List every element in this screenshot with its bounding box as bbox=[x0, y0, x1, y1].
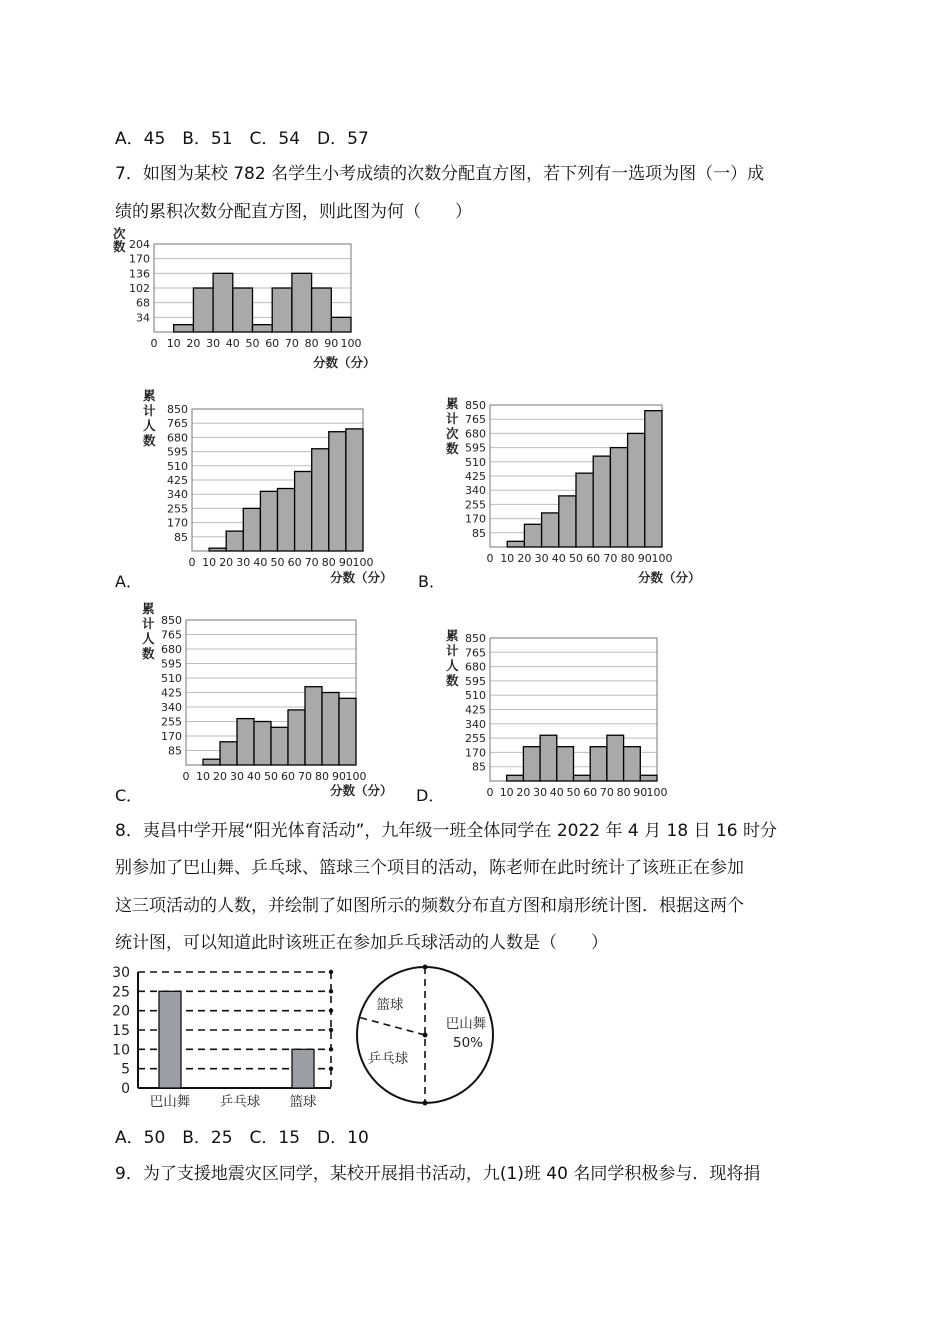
y-tick-label: 170 bbox=[167, 516, 188, 530]
histogram-bar bbox=[346, 429, 363, 551]
histogram-bar bbox=[292, 1049, 314, 1088]
q8-line-3: 这三项活动的人数，并绘制了如图所示的频数分布直方图和扇形统计图．根据这两个 bbox=[115, 896, 744, 916]
x-tick-label: 10 bbox=[500, 552, 515, 565]
x-tick-label: 70 bbox=[284, 337, 299, 350]
x-tick-label: 60 bbox=[583, 786, 598, 799]
y-tick-label: 765 bbox=[161, 628, 182, 642]
histogram-bar bbox=[640, 775, 657, 781]
pie-dot bbox=[423, 965, 428, 970]
y-tick-label: 510 bbox=[161, 672, 182, 685]
histogram-bar bbox=[331, 317, 351, 332]
histogram-bar bbox=[278, 489, 295, 551]
category-label: 乒乓球 bbox=[219, 1094, 261, 1110]
histogram-bar bbox=[193, 288, 213, 332]
y-axis-label-char: 累 bbox=[446, 396, 459, 411]
histogram-bar bbox=[271, 727, 288, 765]
x-tick-label: 10 bbox=[166, 337, 181, 350]
option-a-label: A． bbox=[115, 572, 142, 591]
y-tick-label: 85 bbox=[472, 760, 486, 774]
y-tick-label: 510 bbox=[167, 459, 188, 473]
histogram-bar bbox=[305, 687, 322, 765]
y-tick-label: 425 bbox=[465, 703, 486, 717]
x-tick-label: 0 bbox=[486, 552, 494, 565]
x-tick-label: 60 bbox=[265, 337, 280, 350]
histogram-bar bbox=[339, 698, 356, 765]
y-tick-label: 765 bbox=[167, 417, 188, 431]
x-tick-label: 90 bbox=[637, 552, 652, 565]
y-tick-label: 850 bbox=[161, 614, 182, 627]
histogram-bar bbox=[237, 719, 254, 765]
histogram-bar bbox=[213, 273, 233, 332]
histogram-bar bbox=[322, 693, 339, 766]
pie-slice-label: 乒乓球 bbox=[367, 1051, 409, 1067]
q7-line-2: 绩的累积次数分配直方图，则此图为何（ ） bbox=[115, 202, 472, 222]
x-tick-label: 100 bbox=[345, 770, 367, 783]
y-tick-label: 680 bbox=[465, 660, 486, 674]
y-tick-label: 340 bbox=[161, 701, 182, 714]
y-tick-label: 255 bbox=[161, 715, 182, 729]
histogram-bar bbox=[312, 288, 332, 332]
x-axis-label: 分数（分） bbox=[638, 570, 701, 585]
histogram-bar bbox=[174, 325, 194, 332]
y-tick-label: 850 bbox=[465, 632, 486, 645]
histogram-bar bbox=[557, 747, 574, 781]
y-tick-label: 170 bbox=[465, 746, 486, 760]
q8-frequency-histogram bbox=[108, 960, 348, 1115]
y-axis-label-char: 数 bbox=[446, 673, 459, 688]
x-tick-label: 0 bbox=[182, 770, 190, 783]
option-c-label: C． bbox=[115, 786, 143, 805]
y-tick-label: 510 bbox=[465, 455, 486, 469]
y-axis-label-char: 人 bbox=[142, 631, 155, 646]
histogram-bar bbox=[559, 496, 576, 547]
option-d-label: D． bbox=[416, 786, 445, 805]
q9-line-1: 9．为了支援地震灾区同学，某校开展捐书活动，九(1)班 40 名同学积极参与．现将捐 bbox=[115, 1164, 761, 1184]
y-axis-label-char: 累 bbox=[143, 388, 156, 403]
histogram-bar bbox=[329, 432, 346, 551]
x-tick-label: 20 bbox=[186, 337, 201, 350]
histogram-bar bbox=[203, 759, 220, 765]
y-axis-label-char: 数 bbox=[446, 441, 459, 456]
x-tick-label: 20 bbox=[517, 552, 532, 565]
x-tick-label: 50 bbox=[270, 556, 285, 569]
x-axis-label: 分数（分） bbox=[330, 783, 393, 798]
y-tick-label: 595 bbox=[465, 674, 486, 688]
y-tick-label: 340 bbox=[465, 484, 486, 498]
q8-options: A．50 B．25 C．15 D．10 bbox=[115, 1128, 369, 1148]
histogram-bar bbox=[243, 508, 260, 551]
y-tick-label: 15 bbox=[112, 1023, 130, 1039]
q8-line-4: 统计图，可以知道此时该班正在参加乒乓球活动的人数是（ ） bbox=[115, 933, 608, 953]
x-tick-label: 90 bbox=[332, 770, 346, 783]
y-tick-label: 170 bbox=[129, 252, 150, 266]
histogram-bar bbox=[260, 491, 277, 551]
x-tick-label: 40 bbox=[225, 337, 240, 350]
q8-line-1: 8．夷昌中学开展“阳光体育活动”，九年级一班全体同学在 2022 年 4 月 18 日 16 时分 bbox=[115, 821, 778, 841]
y-tick-label: 425 bbox=[465, 470, 486, 483]
x-axis-label: 分数（分） bbox=[313, 355, 376, 370]
histogram-bar bbox=[292, 273, 312, 332]
x-tick-label: 50 bbox=[264, 770, 278, 783]
y-tick-label: 850 bbox=[465, 399, 486, 412]
q8-pie-chart bbox=[350, 962, 500, 1112]
y-axis-label-char: 计 bbox=[446, 643, 459, 658]
y-tick-label: 30 bbox=[112, 965, 130, 981]
y-axis-label-char: 数 bbox=[142, 646, 155, 661]
y-tick-label: 255 bbox=[167, 502, 188, 516]
histogram-bar bbox=[610, 448, 627, 547]
y-axis-label-char: 计 bbox=[142, 616, 155, 631]
histogram-bar bbox=[220, 742, 237, 765]
histogram-bar bbox=[159, 991, 181, 1088]
histogram-bar bbox=[507, 775, 524, 781]
histogram-bar bbox=[272, 288, 292, 332]
y-axis-label-char: 人 bbox=[143, 418, 156, 433]
x-tick-label: 20 bbox=[213, 770, 227, 783]
histogram-bar bbox=[209, 548, 226, 551]
y-axis-label-char: 计 bbox=[446, 411, 459, 426]
x-tick-label: 100 bbox=[352, 556, 374, 569]
y-tick-label: 85 bbox=[168, 744, 182, 758]
x-tick-label: 60 bbox=[287, 556, 302, 569]
histogram-bar bbox=[593, 456, 610, 547]
x-tick-label: 30 bbox=[534, 552, 549, 565]
y-tick-label: 340 bbox=[167, 488, 188, 502]
y-tick-label: 25 bbox=[112, 984, 130, 1001]
guide-end-dot bbox=[329, 1028, 333, 1032]
option-d-chart bbox=[438, 626, 698, 802]
y-tick-label: 340 bbox=[465, 717, 486, 731]
x-tick-label: 30 bbox=[236, 556, 251, 569]
x-tick-label: 80 bbox=[304, 337, 319, 350]
x-tick-label: 40 bbox=[247, 770, 261, 783]
x-tick-label: 40 bbox=[253, 556, 268, 569]
histogram-bar bbox=[574, 775, 591, 781]
q6-options: A．45 B．51 C．54 D．57 bbox=[115, 129, 369, 149]
y-tick-label: 85 bbox=[174, 530, 188, 544]
category-label: 篮球 bbox=[289, 1094, 317, 1110]
pie-dot bbox=[423, 1033, 428, 1038]
y-tick-label: 85 bbox=[472, 526, 486, 540]
histogram-bar bbox=[576, 473, 593, 547]
option-a-chart bbox=[135, 388, 405, 587]
y-tick-label: 0 bbox=[121, 1081, 130, 1097]
y-tick-label: 765 bbox=[465, 413, 486, 427]
pie-dot bbox=[423, 1101, 428, 1106]
histogram-bar bbox=[253, 325, 273, 332]
y-axis-label-char: 累 bbox=[142, 601, 155, 616]
histogram-bar bbox=[540, 735, 557, 781]
x-tick-label: 10 bbox=[196, 770, 210, 783]
y-tick-label: 102 bbox=[129, 282, 150, 295]
x-tick-label: 60 bbox=[281, 770, 295, 783]
y-tick-label: 68 bbox=[136, 296, 150, 310]
x-tick-label: 40 bbox=[549, 786, 564, 799]
x-tick-label: 20 bbox=[219, 556, 234, 569]
category-label: 巴山舞 bbox=[149, 1094, 191, 1110]
y-tick-label: 10 bbox=[112, 1042, 130, 1059]
y-axis-label-char: 次 bbox=[113, 226, 126, 241]
y-tick-label: 595 bbox=[465, 441, 486, 455]
option-c-chart bbox=[135, 603, 405, 800]
x-tick-label: 30 bbox=[533, 786, 548, 799]
y-axis-label-char: 累 bbox=[446, 628, 459, 643]
x-tick-label: 90 bbox=[633, 786, 648, 799]
pie-slice-label: 巴山舞 bbox=[445, 1016, 487, 1032]
y-tick-label: 510 bbox=[465, 689, 486, 703]
y-axis-label-char: 计 bbox=[143, 403, 156, 418]
y-tick-label: 680 bbox=[167, 431, 188, 445]
figure-1-histogram bbox=[108, 226, 398, 375]
pie-divider bbox=[359, 1017, 425, 1035]
histogram-bar bbox=[254, 722, 271, 766]
y-tick-label: 680 bbox=[465, 427, 486, 441]
x-tick-label: 0 bbox=[188, 556, 196, 569]
q8-line-2: 别参加了巴山舞、乒乓球、篮球三个项目的活动，陈老师在此时统计了该班正在参加 bbox=[115, 858, 744, 878]
x-tick-label: 0 bbox=[150, 337, 158, 350]
histogram-bar bbox=[590, 747, 607, 781]
histogram-bar bbox=[507, 541, 524, 547]
x-tick-label: 50 bbox=[245, 337, 260, 350]
option-b-label: B． bbox=[418, 572, 445, 591]
histogram-bar bbox=[312, 449, 329, 551]
y-tick-label: 20 bbox=[112, 1003, 130, 1020]
y-tick-label: 425 bbox=[161, 686, 182, 700]
x-tick-label: 100 bbox=[646, 786, 668, 799]
x-tick-label: 10 bbox=[202, 556, 217, 569]
histogram-bar bbox=[524, 524, 541, 547]
x-tick-label: 100 bbox=[340, 337, 362, 350]
histogram-bar bbox=[607, 735, 624, 781]
pie-slice-value: 50% bbox=[453, 1035, 484, 1051]
x-tick-label: 0 bbox=[486, 786, 494, 799]
x-tick-label: 70 bbox=[603, 552, 618, 565]
x-tick-label: 80 bbox=[315, 770, 329, 783]
y-axis-label-char: 数 bbox=[143, 433, 156, 448]
y-tick-label: 5 bbox=[121, 1061, 130, 1078]
x-tick-label: 30 bbox=[206, 337, 221, 350]
x-tick-label: 40 bbox=[551, 552, 566, 565]
y-tick-label: 136 bbox=[129, 267, 150, 281]
histogram-bar bbox=[295, 471, 312, 551]
y-tick-label: 204 bbox=[129, 238, 150, 251]
y-tick-label: 595 bbox=[167, 445, 188, 459]
histogram-bar bbox=[624, 747, 641, 781]
y-tick-label: 170 bbox=[465, 512, 486, 526]
x-tick-label: 50 bbox=[566, 786, 581, 799]
x-tick-label: 30 bbox=[230, 770, 244, 783]
histogram-bar bbox=[628, 433, 645, 547]
y-tick-label: 765 bbox=[465, 646, 486, 660]
histogram-bar bbox=[226, 531, 243, 551]
y-axis-label-char: 人 bbox=[446, 658, 459, 673]
x-tick-label: 20 bbox=[516, 786, 531, 799]
x-tick-label: 80 bbox=[620, 552, 635, 565]
y-axis-label-char: 数 bbox=[113, 239, 126, 254]
x-tick-label: 60 bbox=[586, 552, 601, 565]
pie-slice-label: 篮球 bbox=[376, 997, 404, 1013]
x-axis-label: 分数（分） bbox=[330, 570, 393, 585]
histogram-bar bbox=[233, 288, 253, 332]
y-tick-label: 255 bbox=[465, 732, 486, 746]
x-tick-label: 90 bbox=[324, 337, 339, 350]
y-tick-label: 680 bbox=[161, 643, 182, 656]
x-tick-label: 70 bbox=[304, 556, 319, 569]
y-tick-label: 425 bbox=[167, 474, 188, 487]
histogram-bar bbox=[288, 710, 305, 765]
y-tick-label: 595 bbox=[161, 657, 182, 671]
histogram-bar bbox=[645, 411, 662, 547]
x-tick-label: 90 bbox=[338, 556, 353, 569]
option-b-chart bbox=[438, 396, 713, 587]
x-tick-label: 70 bbox=[298, 770, 312, 783]
y-tick-label: 255 bbox=[465, 498, 486, 512]
x-tick-label: 80 bbox=[321, 556, 336, 569]
q7-line-1: 7．如图为某校 782 名学生小考成绩的次数分配直方图，若下列有一选项为图（一）成 bbox=[115, 164, 765, 184]
histogram-bar bbox=[542, 513, 559, 547]
x-tick-label: 80 bbox=[616, 786, 631, 799]
y-tick-label: 850 bbox=[167, 403, 188, 416]
x-tick-label: 10 bbox=[499, 786, 514, 799]
x-tick-label: 100 bbox=[651, 552, 673, 565]
histogram-bar bbox=[523, 747, 540, 781]
x-tick-label: 50 bbox=[569, 552, 583, 565]
y-tick-label: 34 bbox=[136, 311, 150, 325]
y-axis-label-char: 次 bbox=[446, 426, 459, 441]
x-tick-label: 70 bbox=[599, 786, 614, 799]
y-tick-label: 170 bbox=[161, 730, 182, 743]
